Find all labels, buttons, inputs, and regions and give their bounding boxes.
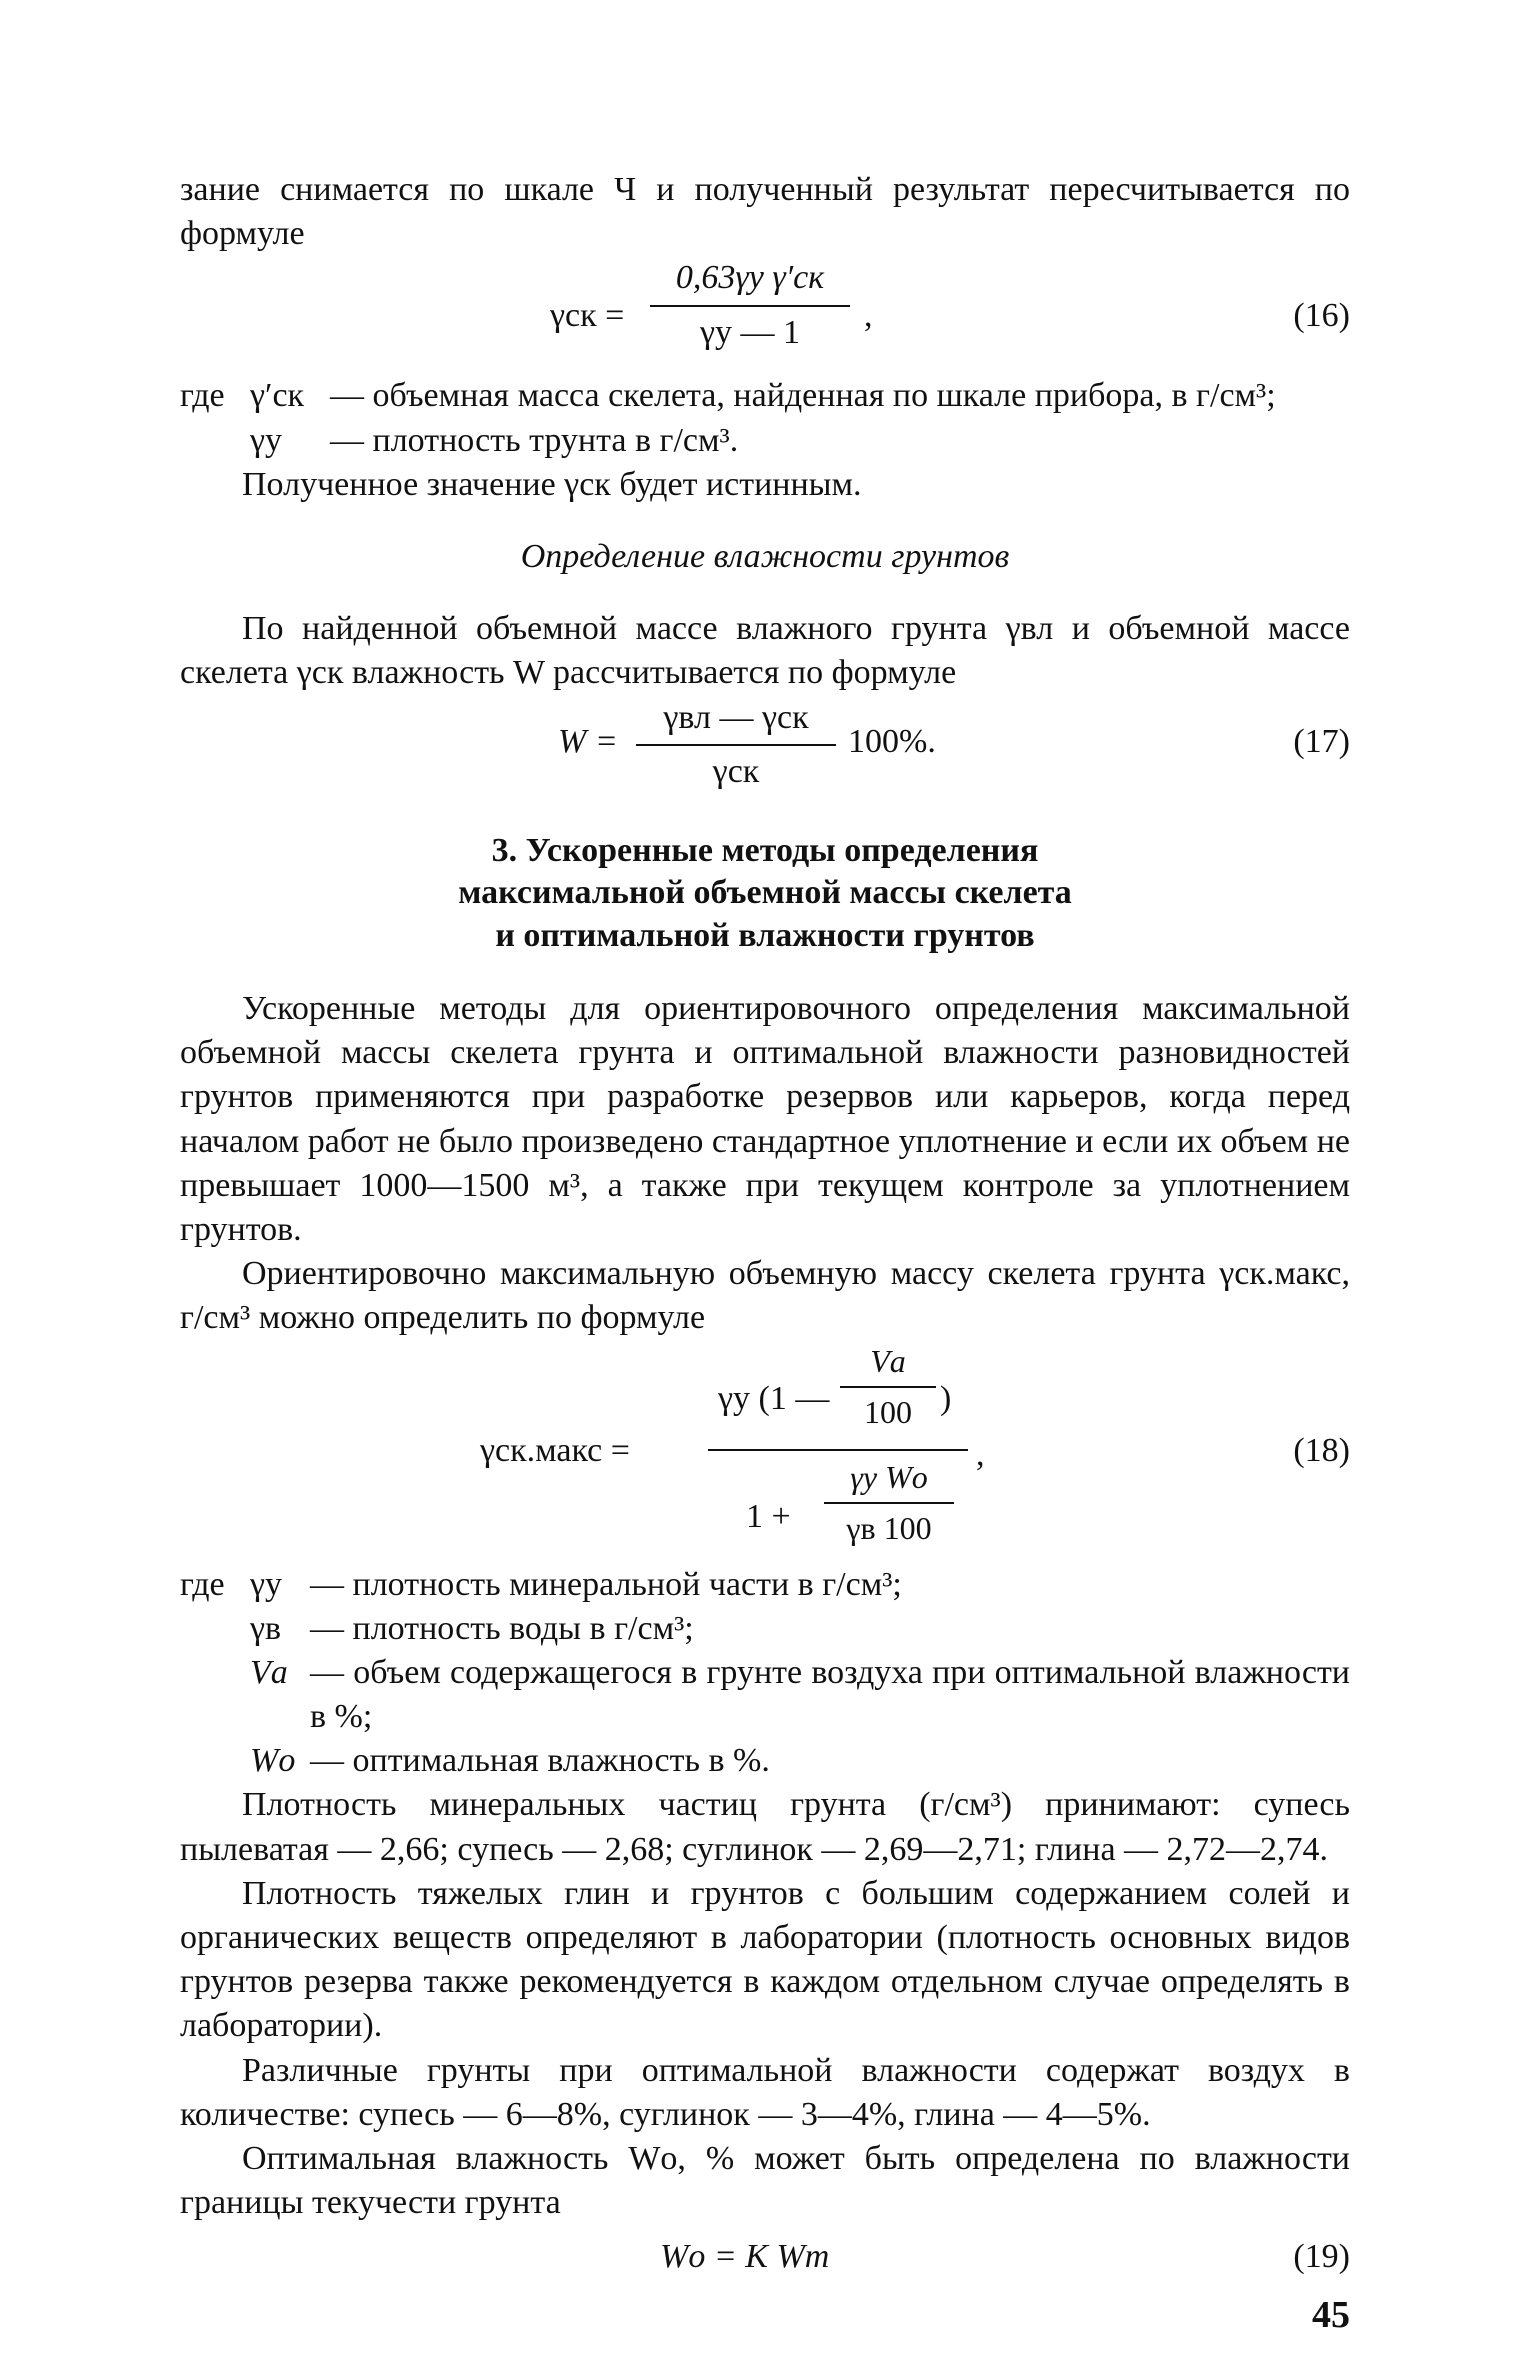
where-16-list <box>180 374 1350 507</box>
eq17-tail: 100%. <box>848 722 936 760</box>
eq16-comma: , <box>864 297 873 335</box>
eq17-denominator: γск <box>636 744 836 794</box>
eq18-num-frac-bot: 100 <box>840 1386 936 1434</box>
where18-prefix: где <box>180 1565 225 1603</box>
where18-sym-1: γу <box>250 1565 283 1603</box>
where18-row-1 <box>180 1563 1350 1607</box>
eq17-fraction <box>636 696 836 794</box>
where18-sym-3: Vа <box>250 1653 288 1691</box>
eq19-expr: Wо = K Wт <box>660 2238 830 2276</box>
paragraph-3: Плотность минеральных частиц грунта (г/см³) принимают: супесь пылеватая — 2,66; супесь — 2,68; суглинок — 2,69—2,71; глина — 2,72—2,74. <box>180 1786 1350 1868</box>
where18-row-3 <box>180 1651 1350 1739</box>
para-moisture: По найденной объемной массе влажного грунта γвл и объемной массе скелета γск влажность W рассчитывается по формуле <box>180 610 1350 692</box>
eq16-fraction <box>650 256 850 354</box>
paragraph-4: Плотность тяжелых глин и грунтов с большим содержанием солей и органических веществ определяют в лаборатории (плотность основных видов грунтов резерва также рекомендуется в каждом отдельном случае определять в лаборатории). <box>180 1874 1350 2045</box>
eq18-den-frac-bot: γв 100 <box>824 1502 954 1550</box>
eq18-number: (18) <box>1293 1431 1350 1469</box>
eq18-num-close: ) <box>940 1379 952 1417</box>
eq18-num-fraction <box>840 1341 936 1434</box>
eq18-den-fraction <box>824 1457 954 1550</box>
section-heading <box>180 830 1350 958</box>
where16-text-1: — объемная масса скелета, найденная по шкале прибора, в г/см³; <box>330 377 1276 415</box>
paragraph-1: Ускоренные методы для ориентировочного определения максимальной объемной массы скелета грунта и оптимальной влажности разновидностей грунтов применяются при разработке резервов или карьеров, когда перед началом работ не было произведено стандартное уплотнение и если их объем не превышает 1000—1500 м³, а также при текущем контроле за уплотнением грунтов. <box>180 990 1350 1248</box>
where16-row-1 <box>180 374 1350 418</box>
eq16-denominator: γу — 1 <box>650 305 850 355</box>
subheading: Определение влажности грунтов <box>520 537 1010 575</box>
where16-sym-1: γ′ск <box>250 377 305 415</box>
section-line-3: и оптимальной влажности грунтов <box>495 916 1035 954</box>
where18-text-2: — плотность воды в г/см³; <box>310 1609 694 1647</box>
where18-row-2 <box>180 1607 1350 1651</box>
eq16-lhs: γск = <box>550 297 625 335</box>
where18-text-4: — оптимальная влажность в %. <box>310 1742 770 1780</box>
paragraph-6: Оптимальная влажность Wо, % может быть определена по влажности границы текучести грунта <box>180 2139 1350 2222</box>
equation-16 <box>180 256 1350 374</box>
eq17-number: (17) <box>1293 722 1350 760</box>
where16-row-2 <box>180 419 1350 463</box>
page-number: 45 <box>1312 2294 1350 2337</box>
eq16-number: (16) <box>1293 297 1350 335</box>
eq18-lhs: γск.макс = <box>480 1431 630 1469</box>
page-body <box>180 168 1350 2341</box>
section-line-2: максимальной объемной массы скелета <box>458 874 1072 911</box>
paragraph-5: Различные грунты при оптимальной влажности содержат воздух в количестве: супесь — 6—8%, суглинок — 3—4%, глина — 4—5%. <box>180 2051 1350 2133</box>
equation-19 <box>180 2225 1350 2285</box>
where18-text-1: — плотность минеральной части в г/см³; <box>310 1565 902 1603</box>
where-18-list <box>180 1563 1350 1784</box>
where16-sym-2: γу <box>250 421 283 459</box>
eq18-comma: , <box>976 1435 985 1473</box>
where16-prefix: где <box>180 377 225 415</box>
eq18-num-main: γу (1 — <box>718 1379 830 1417</box>
intro-text: зание снимается по шкале Ч и полученный результат пересчитывается по формуле <box>180 171 1350 253</box>
eq19-number: (19) <box>1293 2238 1350 2276</box>
eq18-num-frac-top: Vа <box>870 1342 906 1379</box>
eq17-numerator: γвл — γск <box>663 698 809 736</box>
eq18-den-frac-top: γу Wо <box>850 1458 928 1495</box>
eq18-den-main: 1 + <box>746 1497 791 1535</box>
where18-row-4 <box>180 1739 1350 1783</box>
eq17-lhs: W = <box>558 722 618 760</box>
section-line-1: 3. Ускоренные методы определения <box>491 831 1039 869</box>
where16-text-2: — плотность трунта в г/см³. <box>330 421 739 459</box>
paragraph-2: Ориентировочно максимальную объемную массу скелета грунта γск.макс, г/см³ можно определить по формуле <box>180 1255 1350 1337</box>
eq16-numerator: 0,63γу γ′ск <box>675 259 825 297</box>
where18-sym-4: Wо <box>250 1742 296 1780</box>
where18-text-3: — объем содержащегося в грунте воздуха при оптимальной влажности в %; <box>310 1653 1350 1736</box>
where18-sym-2: γв <box>250 1609 282 1647</box>
equation-17 <box>180 696 1350 808</box>
eq18-main-bar <box>708 1449 968 1451</box>
where16-note: Полученное значение γск будет истинным. <box>242 465 862 503</box>
equation-18 <box>180 1341 1350 1563</box>
